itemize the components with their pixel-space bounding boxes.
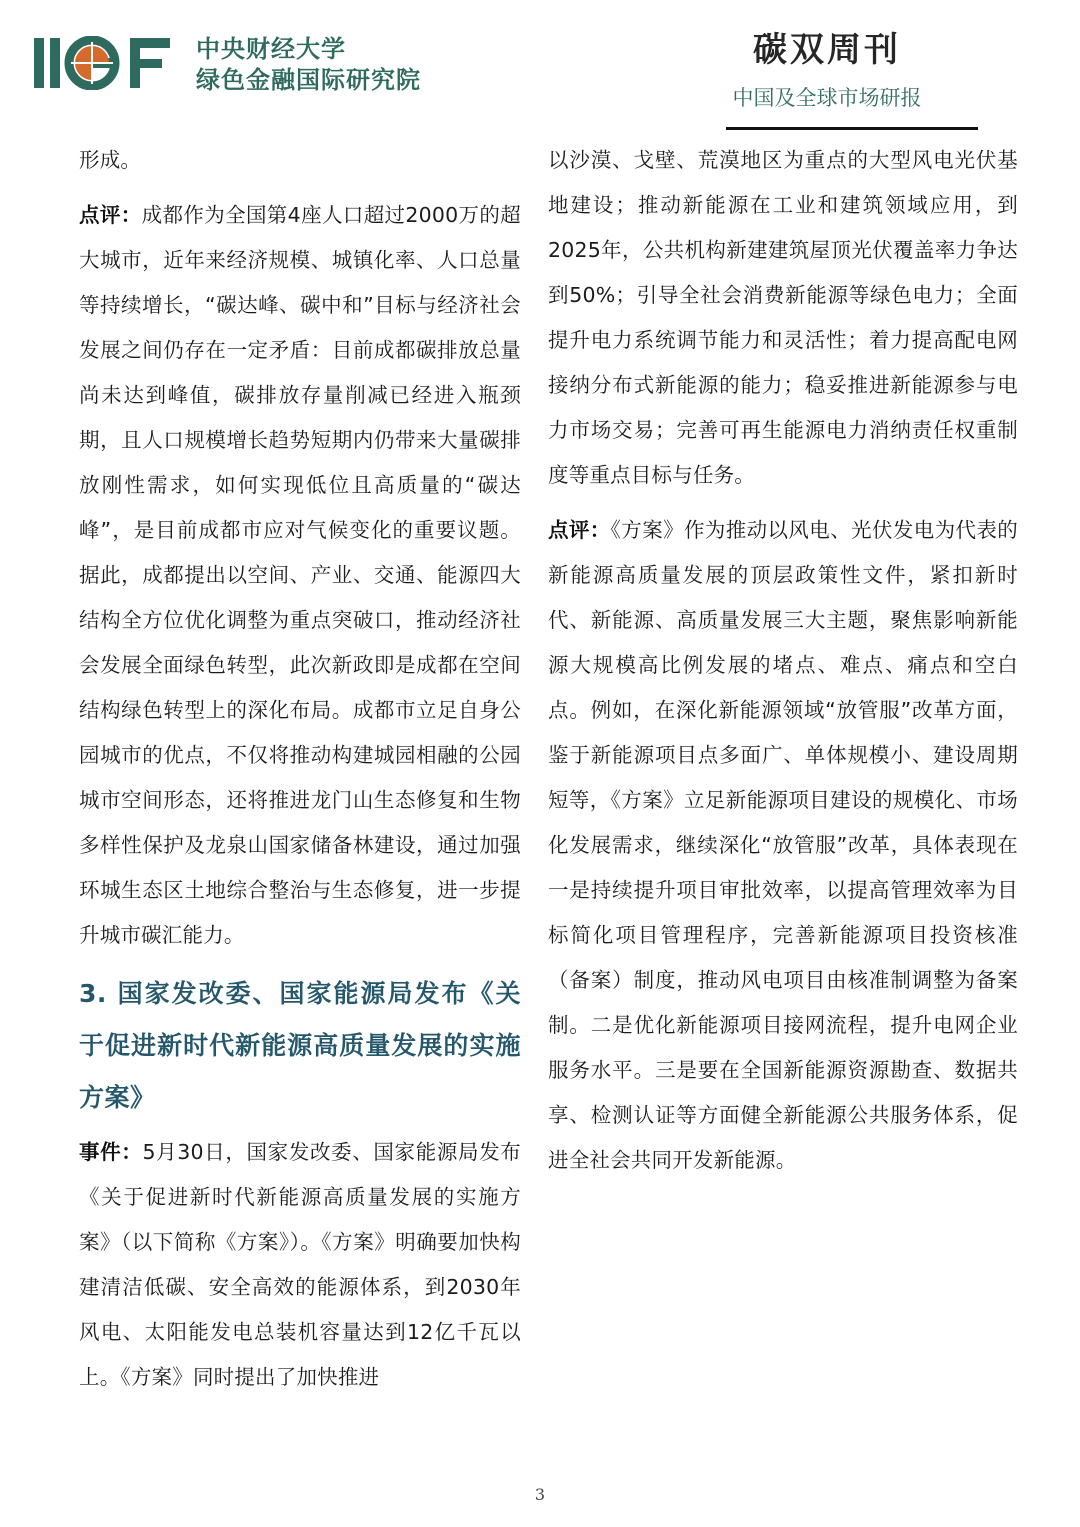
comment-text: 成都作为全国第4座人口超过2000万的超大城市，近年来经济规模、城镇化率、人口总量等持续增长，“碳达峰、碳中和”目标与经济社会发展之间仍存在一定矛盾：目前成都碳排放总量尚未达到峰值，碳排放存量削减已经进入瓶颈期，且人口规模增长趋势短期内仍带来大量碳排放刚性需求，如何实现低位且高质量的“碳达峰”，是目前成都市应对气候变化的重要议题。据此，成都提出以空间、产业、交通、能源四大结构全方位优化调整为重点突破口，推动经济社会发展全面绿色转型，此次新政即是成都在空间结构绿色转型上的深化布局。成都市立足自身公园城市的优点，不仅将推动构建城园相融的公园城市空间形态，还将推进龙门山生态修复和生物多样性保护及龙泉山国家储备林建设，通过加强环城生态区土地综合整治与生态修复，进一步提升城市碳汇能力。 — [79, 203, 521, 947]
institution-name — [196, 34, 421, 96]
comment-label: 点评： — [79, 203, 142, 227]
left-column — [79, 138, 521, 1410]
comment-paragraph — [548, 508, 1018, 1183]
iigf-logo — [34, 36, 176, 90]
institution-line2: 绿色金融国际研究院 — [196, 66, 421, 94]
magazine-masthead — [726, 28, 978, 112]
comment-text: 《方案》作为推动以风电、光伏发电为代表的新能源高质量发展的顶层政策性文件，紧扣新时代、新能源、高质量发展三大主题，聚焦影响新能源大规模高比例发展的堵点、难点、痛点和空白点。例如，在深化新能源领域“放管服”改革方面，鉴于新能源项目点多面广、单体规模小、建设周期短等，《方案》立足新能源项目建设的规模化、市场化发展需求，继续深化“放管服”改革，具体表现在一是持续提升项目审批效率，以提高管理效率为目标简化项目管理程序，完善新能源项目投资核准（备案）制度，推动风电项目由核准制调整为备案制。二是优化新能源项目接网流程，提升电网企业服务水平。三是要在全国新能源资源勘查、数据共享、检测认证等方面健全新能源公共服务体系，促进全社会共同开发新能源。 — [548, 518, 1018, 1172]
section-heading: 3. 国家发改委、国家能源局发布《关于促进新时代新能源高质量发展的实施方案》 — [79, 979, 521, 1112]
comment-paragraph — [79, 193, 521, 958]
institution-line1: 中央财经大学 — [196, 35, 346, 63]
magazine-title: 碳双周刊 — [753, 30, 901, 70]
comment-label: 点评： — [548, 518, 611, 542]
right-column — [548, 138, 1018, 1193]
magazine-subtitle: 中国及全球市场研报 — [732, 86, 922, 110]
event-text: 5月30日，国家发改委、国家能源局发布《关于促进新时代新能源高质量发展的实施方案》（以下简称《方案》）。《方案》明确要加快构建清洁低碳、安全高效的能源体系，到2030年风电、太阳能发电总装机容量达到12亿千瓦以上。《方案》同时提出了加快推进 — [79, 1140, 521, 1389]
event-label: 事件： — [79, 1140, 143, 1164]
event-paragraph-continued: 以沙漠、戈壁、荒漠地区为重点的大型风电光伏基地建设；推动新能源在工业和建筑领域应用，到2025年，公共机构新建建筑屋顶光伏覆盖率力争达到50%；引导全社会消费新能源等绿色电力；全面提升电力系统调节能力和灵活性；着力提高配电网接纳分布式新能源的能力；稳妥推进新能源参与电力市场交易；完善可再生能源电力消纳责任权重制度等重点目标与任务。 — [548, 148, 1018, 487]
page-number: 3 — [534, 1485, 546, 1504]
event-paragraph — [79, 1130, 521, 1400]
paragraph-continuation: 形成。 — [79, 148, 142, 172]
header-rule — [726, 127, 978, 130]
